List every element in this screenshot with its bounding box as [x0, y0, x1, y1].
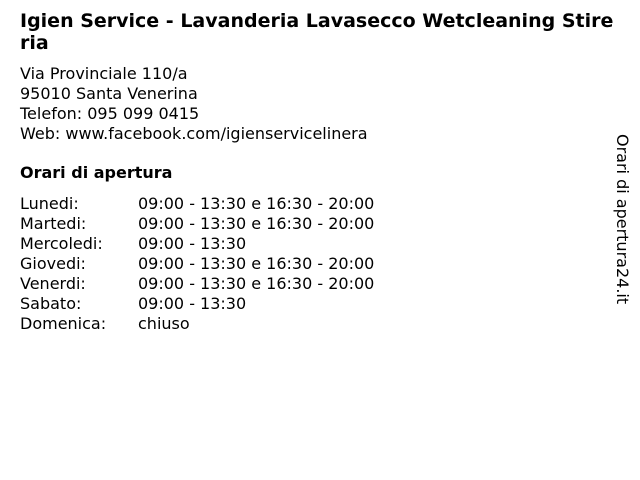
opening-hours-table — [20, 194, 374, 334]
phone-number: Telefon: 095 099 0415 — [20, 104, 200, 123]
opening-hours-heading: Orari di apertura — [20, 163, 173, 182]
day-label: Sabato: — [20, 294, 82, 313]
hours-row-friday — [20, 274, 374, 294]
page-title: Igien Service - Lavanderia Lavasecco Wetcleaning Stireria — [20, 10, 614, 54]
time-range: 09:00 - 13:30 e 16:30 - 20:00 — [138, 214, 375, 233]
time-range: 09:00 - 13:30 e 16:30 - 20:00 — [138, 274, 375, 293]
day-label: Mercoledi: — [20, 234, 103, 253]
time-range: 09:00 - 13:30 — [138, 234, 247, 253]
street-address: Via Provinciale 110/a — [20, 64, 188, 83]
hours-row-monday — [20, 194, 374, 214]
hours-row-wednesday — [20, 234, 374, 254]
day-label: Giovedi: — [20, 254, 86, 273]
time-range: 09:00 - 13:30 — [138, 294, 247, 313]
hours-row-thursday — [20, 254, 374, 274]
hours-row-tuesday — [20, 214, 374, 234]
time-range: chiuso — [138, 314, 190, 333]
day-label: Martedi: — [20, 214, 87, 233]
day-label: Domenica: — [20, 314, 107, 333]
time-range: 09:00 - 13:30 e 16:30 - 20:00 — [138, 254, 375, 273]
day-label: Lunedi: — [20, 194, 79, 213]
website: Web: www.facebook.com/igienservicelinera — [20, 124, 368, 143]
hours-row-saturday — [20, 294, 374, 314]
address-block — [20, 64, 368, 144]
hours-row-sunday — [20, 314, 374, 334]
day-label: Venerdi: — [20, 274, 86, 293]
site-watermark: Orari di apertura24.it — [613, 134, 632, 305]
city-postal: 95010 Santa Venerina — [20, 84, 198, 103]
time-range: 09:00 - 13:30 e 16:30 - 20:00 — [138, 194, 375, 213]
